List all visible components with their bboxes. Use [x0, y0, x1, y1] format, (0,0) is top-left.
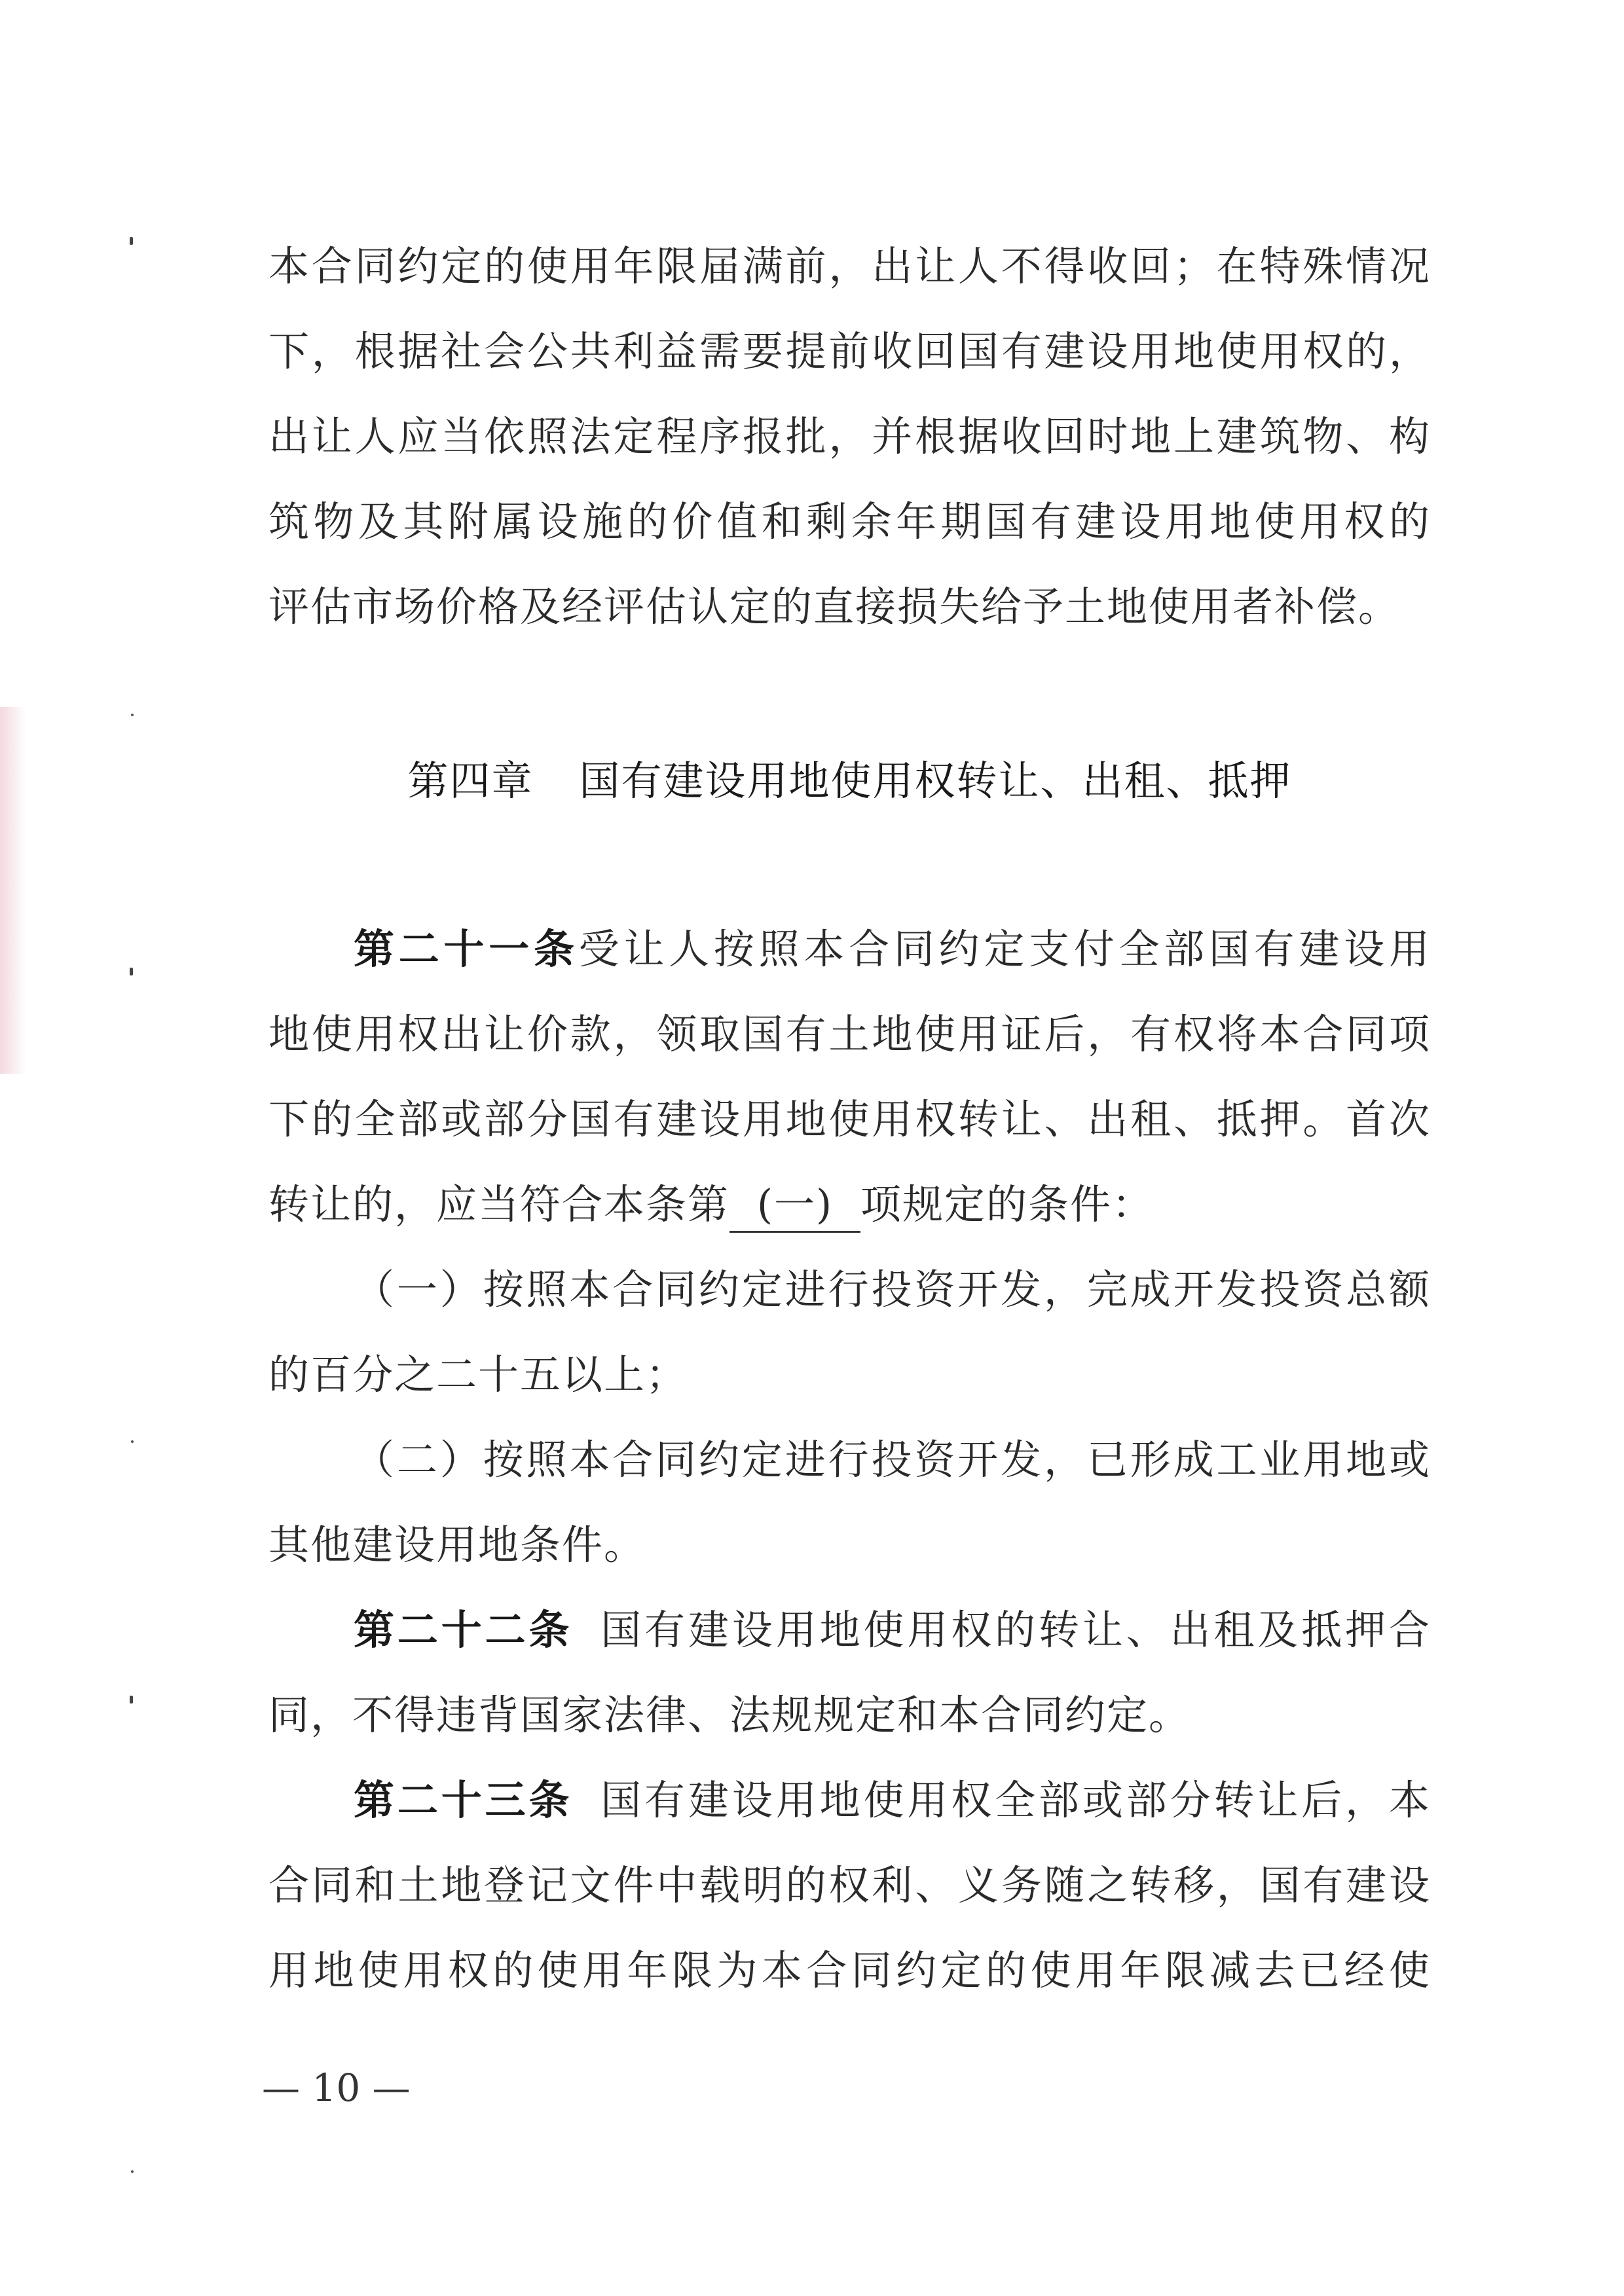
scan-mark	[130, 237, 133, 245]
article-23-line: 合同和土地登记文件中载明的权利、义务随之转移，国有建设	[268, 1861, 1431, 1909]
page-number: — 10 —	[262, 2066, 411, 2110]
paragraph-line: 下，根据社会公共利益需要提前收回国有建设用地使用权的，	[268, 327, 1431, 375]
article-22-line	[354, 1588, 1431, 1673]
scan-edge-shadow	[0, 707, 26, 1074]
article-21-item-1: （一）按照本合同约定进行投资开发，完成开发投资总额	[354, 1266, 1431, 1313]
article-21-line	[354, 907, 1431, 992]
article-23-line: 用地使用权的使用年限为本合同约定的使用年限减去已经使	[268, 1946, 1431, 1994]
article-21-item-1: 的百分之二十五以上；	[268, 1351, 688, 1398]
article-23-text: 国有建设用地使用权全部或部分转让后，本	[599, 1776, 1431, 1824]
article-22-heading: 第二十二条	[354, 1606, 573, 1654]
paragraph-line: 筑物及其附属设施的价值和剩余年期国有建设用地使用权的	[268, 498, 1431, 545]
scan-speck	[131, 2170, 134, 2173]
chapter-heading	[268, 738, 1431, 824]
scan-speck	[131, 1440, 134, 1443]
scan-speck	[131, 714, 134, 716]
article-23-heading: 第二十三条	[354, 1776, 573, 1824]
article-21-item-2: 其他建设用地条件。	[268, 1521, 646, 1569]
article-22-text: 国有建设用地使用权的转让、出租及抵押合	[599, 1606, 1431, 1654]
fill-in-blank: (一)	[729, 1178, 860, 1233]
article-21-line: 下的全部或部分国有建设用地使用权转让、出租、抵押。首次	[268, 1095, 1431, 1143]
chapter-title: 国有建设用地使用权转让、出租、抵押	[579, 757, 1292, 805]
chapter-number: 第四章	[407, 757, 534, 805]
article-21-text: 转让的，应当符合本条第	[268, 1180, 730, 1228]
article-21-line	[268, 1162, 1431, 1247]
article-22-line: 同，不得违背国家法律、法规规定和本合同约定。	[268, 1691, 1191, 1739]
paragraph-line: 本合同约定的使用年限届满前，出让人不得收回；在特殊情况	[268, 242, 1431, 290]
paragraph-line: 出让人应当依照法定程序报批，并根据收回时地上建筑物、构	[268, 412, 1431, 460]
scan-mark	[130, 968, 133, 975]
article-21-heading: 第二十一条	[354, 925, 579, 973]
article-21-text: 受让人按照本合同约定支付全部国有建设用	[578, 925, 1431, 973]
paragraph-line: 评估市场价格及经评估认定的直接损失给予土地使用者补偿。	[268, 583, 1401, 630]
article-21-item-2: （二）按照本合同约定进行投资开发，已形成工业用地或	[354, 1436, 1431, 1484]
scan-mark	[130, 1696, 133, 1704]
article-21-text: 项规定的条件：	[860, 1180, 1154, 1228]
article-23-line	[354, 1758, 1431, 1843]
article-21-line: 地使用权出让价款，领取国有土地使用证后，有权将本合同项	[268, 1010, 1431, 1058]
